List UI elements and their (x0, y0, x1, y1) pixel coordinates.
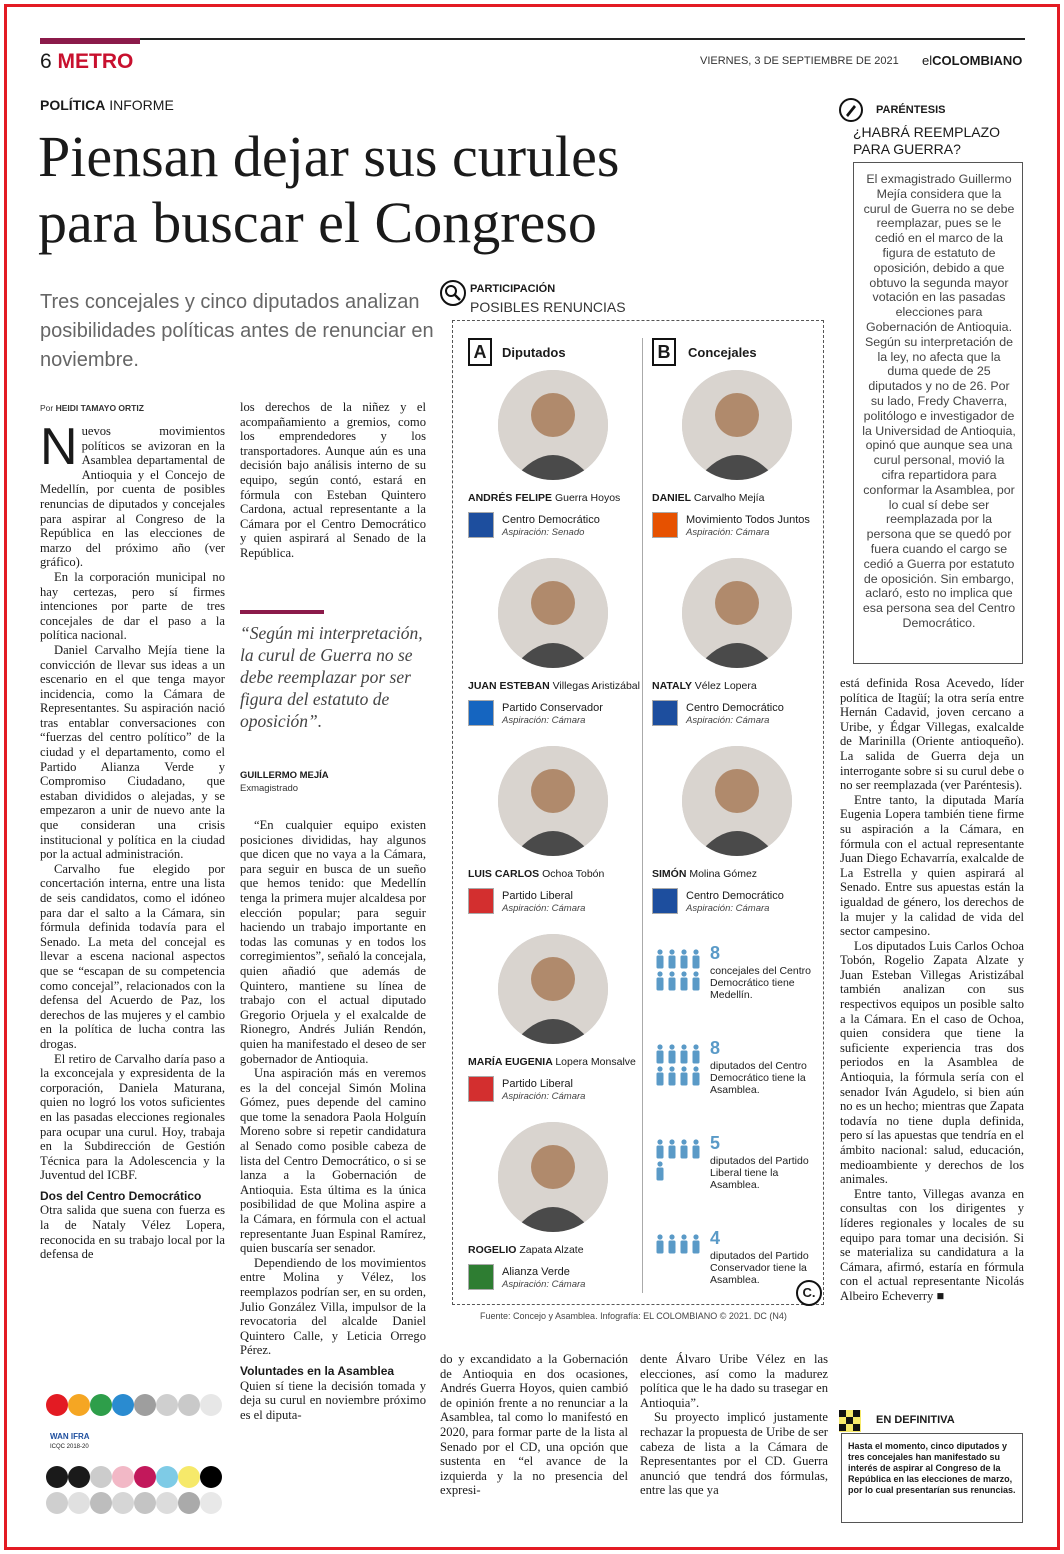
diputado-name-2: LUIS CARLOS Ochoa Tobón (468, 868, 605, 880)
person-icon (667, 949, 677, 969)
gray-swatch-6 (178, 1492, 200, 1514)
section-a-label: Diputados (502, 345, 566, 360)
diputado-photo-4 (498, 1122, 608, 1232)
diputado-aspiration-1: Aspiración: Cámara (502, 715, 586, 726)
diputado-party-3: Partido Liberal (502, 1078, 573, 1090)
diputado-aspiration-2: Aspiración: Cámara (502, 903, 586, 914)
person-icon (691, 1066, 701, 1086)
article-deck: Tres concejales y cinco diputados analizan posibilidades políticas antes de renunciar en noviembre. (40, 291, 434, 371)
article-kicker: POLÍTICA INFORME (40, 97, 174, 113)
stat-number-0: 8 (710, 943, 721, 963)
infographic-kicker: PARTICIPACIÓN (470, 283, 556, 295)
person-icon (655, 1066, 665, 1086)
diputado-aspiration-0: Aspiración: Senado (502, 527, 585, 538)
end-mark: ■ (936, 1288, 945, 1303)
diputado-aspiration-3: Aspiración: Cámara (502, 1091, 586, 1102)
person-icon (655, 971, 665, 991)
color-swatch-5 (156, 1394, 178, 1416)
pen-icon (839, 98, 863, 122)
person-icon (679, 1139, 689, 1159)
diputado-party-logo-0 (468, 512, 494, 538)
person-icon (691, 1139, 701, 1159)
header-accent (40, 38, 140, 44)
person-icon (691, 949, 701, 969)
person-icon (667, 1066, 677, 1086)
color-swatch-15 (200, 1466, 222, 1488)
article-column-4: dente Álvaro Uribe Vélez en las elecciones, así como la madurez política que le ha dado su trasegar en Antioquia”. Su proyecto implicó justamente rechazar la propuesta de Uribe de ser cabeza de lista a la Cámara de Representantes por el CD. Guerra anunció que tendrá dos fórmulas, entre las que ya (640, 1352, 828, 1498)
stat-number-2: 5 (710, 1133, 721, 1153)
article-column-1: Nuevos movimientos políticos se avizoran en la Asamblea departamental de Antioquia y el Concejo de Medellín, por cuenta de posibles renuncias de diputados y concejales para aspirar al Congreso de la República en las elecciones de marzo del próximo año (ver gráfico). En la corporación municipal no hay certezas, pero sí firmes intenciones por parte de tres concejales de dar el paso a la política nacional. Daniel Carvalho Mejía tiene la convicción de llevar sus ideas a un escenario en el que tenga mayor incidencia, como la Cámara de Representantes. Su aspiración nació tras entablar conversaciones con “fuerzas del centro político” de la ciudad y el departamento, como el Partido Alianza Verde y Compromiso Ciudadano, que estaban divididos o alejadas, y se empezaron a unir de nuevo ante la que consideran una crisis institucional y política en la ciudad por la actual administración. Carvalho fue elegido por concertación interna, entre una lista de seis candidatos, como el idóneo para dar el salto a la Cámara, sin fórmula definida todavía para el Senado. La meta del concejal es llevar a escena nacional aspectos que se “escapan de su competencia como concejal”, relacionados con la defensa del Acuerdo de Paz, los derechos de las mujeres y el cambio en la política de lucha contra las drogas. El retiro de Carvalho daría paso a la exconcejala y expresidenta de la corporación, Daniela Maturana, quien no logró los votos suficientes en las pasadas elecciones regionales para ocupar una curul. Hoy, trabaja en la Subdirección de Gestión Técnica para la Adolescencia y la Juventud del ICBF. Dos del Centro Democrático Otra salida que suena con fuerza es la de Nataly Vélez Lopera, reconocida en su trabajo local por la defensa de (40, 418, 225, 1262)
section-b-label: Concejales (688, 345, 757, 360)
concejal-name-2: SIMÓN Molina Gómez (652, 868, 758, 880)
color-swatch-11 (112, 1466, 134, 1488)
diputado-photo-0 (498, 370, 608, 480)
diputado-name-0: ANDRÉS FELIPE Guerra Hoyos (468, 492, 621, 504)
gray-swatch-2 (90, 1492, 112, 1514)
diputado-party-logo-4 (468, 1264, 494, 1290)
color-swatch-10 (90, 1466, 112, 1488)
concejal-photo-2 (682, 746, 792, 856)
person-icon (655, 1161, 665, 1181)
byline: Por HEIDI TAMAYO ORTIZ (40, 403, 144, 413)
header-rule (40, 38, 1025, 40)
article-column-3: do y excandidato a la Gobernación de Antioquia en dos ocasiones, Andrés Guerra Hoyos, quien cambió de opinión frente a no renunciar a la Asamblea, tal como lo manifestó en 2020, para formar parte de la lista al Senado por el CD, una opción que sustenta en “el avance de la izquierda y la no presencia del expresi- (440, 1352, 628, 1498)
concejal-party-2: Centro Democrático (686, 890, 784, 902)
page-number: 6 METRO (40, 50, 134, 73)
diputado-party-logo-1 (468, 700, 494, 726)
stat-number-1: 8 (710, 1038, 721, 1058)
checker-icon (839, 1410, 861, 1432)
parentesis-kicker: PARÉNTESIS (876, 104, 946, 116)
gray-swatch-7 (200, 1492, 222, 1514)
stat-text-2: diputados del Partido Liberal tiene la Asamblea. (710, 1155, 809, 1191)
diputado-photo-1 (498, 558, 608, 668)
infographic-source: Fuente: Concejo y Asamblea. Infografía: EL COLOMBIANO © 2021. DC (N4) (480, 1311, 787, 1321)
person-icon (655, 1044, 665, 1064)
subhead-asamblea: Voluntades en la Asamblea (240, 1363, 395, 1378)
parentesis-text: El exmagistrado Guillermo Mejía considera que la curul de Guerra no se debe reemplazar, pues se le cedió en el marco de la figura de estatuto de oposición, debido a que obtuvo la segunda mayor votación en las pasadas elecciones para Gobernación de Antioquia. Según su interpretación de la ley, no afecta que la duma quede de 25 diputados y no de 26. Por su lado, Fredy Chaverra, politólogo e investigador de la Universidad de Antioquia, opinó que aunque sea una curul personal, movió la cifra repartidora para conformar la Asamblea, por lo cual sí debe ser reemplazada por la persona que se quedó por fuera cuando el cargo se cedió a Guerra por estatuto de oposición. Sin embargo, aclaró, esto no implica que esa persona sea del Centro Democrático. (862, 172, 1016, 630)
color-swatch-2 (90, 1394, 112, 1416)
diputado-photo-3 (498, 934, 608, 1044)
pull-quote: “Según mi interpretación, la curul de Guerra no se debe reemplazar por ser figura del estatuto de oposición”. (240, 623, 423, 731)
color-bar-sub: ICQC 2018-20 (50, 1444, 89, 1450)
concejal-party-logo-2 (652, 888, 678, 914)
infographic-divider (642, 338, 643, 1293)
concejal-photo-0 (682, 370, 792, 480)
article-column-2-bottom: “En cualquier equipo existen posiciones divididas, hay algunos que dicen que no vaya a la Cámara, para seguir en busca de un sueño que hemos tenido: que Medellín tenga la primera mujer alcaldesa por elección popular; para seguir haciendo un trabajo importante en todas las comunas y en todos los corregimientos”, señaló la concejala, quien añadió que además de Quintero, mantiene su línea de trabajo con el actual diputado Gregorio Orjuela y el exalcalde de Rionegro, Andrés Julián Rendón, quien ha manifestado el deseo de ser gobernador de Antioquia. Una aspiración más en veremos es la del concejal Simón Molina Gómez, pues depende del camino que tome la senadora Paola Holguín Moreno sobre si repetir candidatura al Senado como posible cabeza de lista del Centro Democrático, o si se lanza a la Gobernación de Antioquia. Esta última es la única posibilidad de que Molina aspire a la Cámara, en fórmula con el actual representante Juan Espinal Ramírez, quien buscaría ser senador. Dependiendo de los movimientos entre Molina y Vélez, los reemplazos podrían ser, en su orden, Julio González Villa, impulsor de la revocatoria del alcalde Daniel Quintero Calle, y Leticia Orrego Pérez. Voluntades en la Asamblea Quien sí tiene la decisión tomada y deja su curul en noviembre próximo es el diputa- (240, 818, 426, 1422)
brand-logo: elCOLOMBIANO (922, 53, 1023, 68)
color-swatch-4 (134, 1394, 156, 1416)
color-swatch-1 (68, 1394, 90, 1416)
person-icon (691, 1234, 701, 1254)
diputado-party-logo-3 (468, 1076, 494, 1102)
person-icon (655, 949, 665, 969)
drop-cap: N (40, 418, 78, 476)
stat-text-1: diputados del Centro Democrático tiene la Asamblea. (710, 1060, 807, 1096)
person-icon (679, 971, 689, 991)
quote-author-role: Exmagistrado (240, 783, 299, 794)
stat-number-3: 4 (710, 1228, 721, 1248)
color-bar-label: WAN IFRA (50, 1432, 90, 1441)
diputado-name-4: ROGELIO Zapata Alzate (468, 1244, 584, 1256)
color-swatch-0 (46, 1394, 68, 1416)
stat-text-3: diputados del Partido Conservador tiene la Asamblea. (710, 1250, 809, 1286)
color-swatch-12 (134, 1466, 156, 1488)
section-name: METRO (57, 50, 134, 73)
headline: Piensan dejar sus curules para buscar el Congreso (38, 124, 620, 255)
person-icon (655, 1139, 665, 1159)
color-swatch-14 (178, 1466, 200, 1488)
concejal-photo-1 (682, 558, 792, 668)
person-icon (667, 1044, 677, 1064)
diputado-name-1: JUAN ESTEBAN Villegas Aristizábal (468, 680, 640, 692)
concejal-aspiration-1: Aspiración: Cámara (686, 715, 770, 726)
gray-swatch-1 (68, 1492, 90, 1514)
person-icon (679, 1234, 689, 1254)
person-icon (667, 971, 677, 991)
diputado-party-4: Alianza Verde (502, 1266, 570, 1278)
gray-swatch-4 (134, 1492, 156, 1514)
concejal-party-0: Movimiento Todos Juntos (686, 514, 810, 526)
diputado-party-1: Partido Conservador (502, 702, 603, 714)
section-a-badge: A (468, 338, 492, 366)
subhead-centro-democratico: Dos del Centro Democrático (40, 1188, 202, 1203)
person-icon (679, 1044, 689, 1064)
parentesis-question: ¿HABRÁ REEMPLAZO PARA GUERRA? (853, 124, 1001, 157)
person-icon (679, 1066, 689, 1086)
person-icon (691, 1044, 701, 1064)
infographic-title: POSIBLES RENUNCIAS (470, 299, 626, 315)
person-icon (667, 1234, 677, 1254)
issue-date: VIERNES, 3 DE SEPTIEMBRE DE 2021 (700, 55, 899, 67)
color-swatch-3 (112, 1394, 134, 1416)
diputado-party-logo-2 (468, 888, 494, 914)
en-definitiva-kicker: EN DEFINITIVA (876, 1414, 955, 1426)
person-icon (667, 1139, 677, 1159)
stat-text-0: concejales del Centro Democrático tiene Medellín. (710, 965, 811, 1001)
concejal-name-1: NATALY Vélez Lopera (652, 680, 757, 692)
en-definitiva-text: Hasta el momento, cinco diputados y tres concejales han manifestado su interés de aspirar al Congreso de la República en las elecciones de marzo, por lo cual presentarían sus renuncias. (848, 1441, 1016, 1495)
credit-logo: C. (796, 1280, 822, 1306)
diputado-name-3: MARÍA EUGENIA Lopera Monsalve (468, 1056, 636, 1068)
article-column-2-top: los derechos de la niñez y el acompañamiento a gremios, como los emprendedores y los transportadores. Aunque aún es una decisión bajo análisis interno de su equipo, según contó, estará en fórmula con Esteban Quintero Cardona, actual representante a la Cámara por el Centro Democrático y quien aspirará al Senado de la República. (240, 400, 426, 560)
concejal-aspiration-0: Aspiración: Cámara (686, 527, 770, 538)
concejal-party-logo-1 (652, 700, 678, 726)
color-swatch-6 (178, 1394, 200, 1416)
gray-swatch-3 (112, 1492, 134, 1514)
color-swatch-13 (156, 1466, 178, 1488)
concejal-party-logo-0 (652, 512, 678, 538)
article-column-5: está definida Rosa Acevedo, líder política de Itagüí; la otra sería entre Hernán Cadavid, joven cercano a Uribe, y Édgar Villegas, exalcalde de Marinilla (Oriente antioqueño). La salida de Guerra deja un interrogante sobre si su curul debe o no ser reemplazada (ver Paréntesis). Entre tanto, la diputada María Eugenia Lopera también tiene firme su aspiración a la Cámara, en fórmula con el actual representante Juan Diego Echavarría, exalcalde de La Estrella y quien aspirará al Senado. Entre sus apuestas están la igualdad de género, los derechos de la mujer y la calidad de vida del sector campesino. Los diputados Luis Carlos Ochoa Tobón, Rogelio Zapata Alzate y Juan Esteban Villegas Aristizábal también analizan con sus respectivos equipos un posible salto a la Cámara. En el caso de Ochoa, quien considera que tiene la suficiente experiencia tras dos periodos en la Asamblea de Antioquia, la fórmula sería con el senador Iván Agudelo, si bien aún no es un hecho; mientras que Zapata todavía no tiene dupla definida, pero sí las apuestas que tendría en el ámbito nacional: salud, educación, medioambiente y derechos de los animales. Entre tanto, Villegas avanza en consultas con los dirigentes y líderes regionales y locales de su equipo para tomar una decisión. Si se materializa su candidatura a la Cámara, afirmó, estaría en fórmula con el actual representante Nicolás Albeiro Echeverry ■ (840, 676, 1024, 1303)
color-swatch-7 (200, 1394, 222, 1416)
diputado-aspiration-4: Aspiración: Cámara (502, 1279, 586, 1290)
diputado-party-2: Partido Liberal (502, 890, 573, 902)
diputado-party-0: Centro Democrático (502, 514, 600, 526)
concejal-name-0: DANIEL Carvalho Mejía (652, 492, 765, 504)
person-icon (655, 1234, 665, 1254)
concejal-party-1: Centro Democrático (686, 702, 784, 714)
color-swatch-8 (46, 1466, 68, 1488)
quote-accent (240, 610, 324, 614)
print-color-bar (40, 1388, 220, 1518)
gray-swatch-5 (156, 1492, 178, 1514)
person-icon (691, 971, 701, 991)
diputado-photo-2 (498, 746, 608, 856)
concejal-aspiration-2: Aspiración: Cámara (686, 903, 770, 914)
quote-author: GUILLERMO MEJÍA (240, 770, 329, 781)
section-b-badge: B (652, 338, 676, 366)
person-icon (679, 949, 689, 969)
gray-swatch-0 (46, 1492, 68, 1514)
magnifier-icon (440, 280, 466, 306)
color-swatch-9 (68, 1466, 90, 1488)
